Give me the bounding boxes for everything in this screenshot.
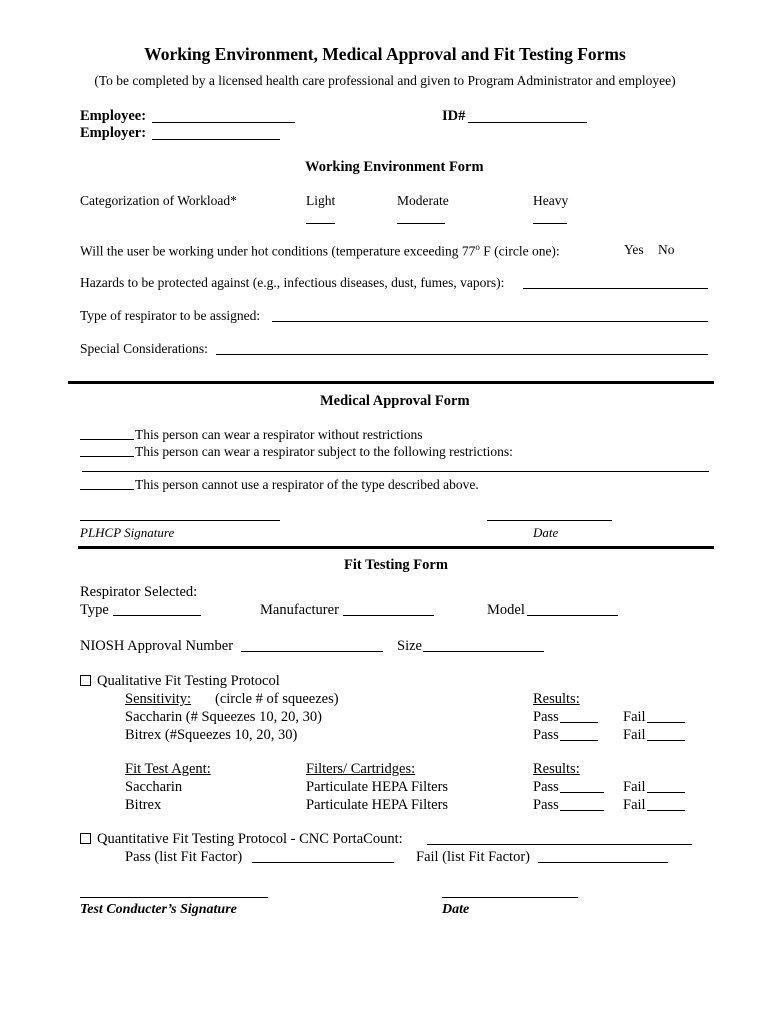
bitrex-pass-field[interactable]: [560, 740, 598, 741]
medical-approval-heading: Medical Approval Form: [320, 393, 470, 409]
agent-saccharin: Saccharin: [125, 779, 183, 795]
plhcp-date-label: Date: [533, 525, 559, 540]
manufacturer-field[interactable]: [343, 615, 434, 616]
page-title: Working Environment, Medical Approval and Fit Testing Forms: [144, 44, 626, 64]
pass-label: Pass: [533, 779, 559, 795]
hazards-field[interactable]: [523, 288, 708, 289]
niosh-field[interactable]: [241, 651, 383, 652]
fit-test-agent-label: Fit Test Agent:: [125, 761, 211, 777]
special-considerations-label: Special Considerations:: [80, 341, 208, 356]
sensitivity-label: Sensitivity:: [125, 691, 192, 707]
employee-field[interactable]: [152, 122, 295, 123]
plhcp-signature-field[interactable]: [80, 520, 280, 521]
pass-label: Pass: [533, 727, 559, 743]
approval-option-1: This person can wear a respirator without restrictions: [135, 427, 423, 442]
hot-conditions-text: Will the user be working under hot conditions (temperature exceeding 77: [80, 243, 476, 259]
hot-conditions-text-end: F (circle one):: [479, 243, 560, 259]
results-label: Results:: [533, 691, 580, 707]
workload-option-light: Light: [306, 193, 336, 208]
filter-hepa: Particulate HEPA Filters: [306, 797, 449, 813]
fail-factor-label: Fail (list Fit Factor): [416, 849, 530, 865]
saccharin-fail-field[interactable]: [647, 722, 685, 723]
workload-light-field[interactable]: [306, 223, 335, 224]
fail-label: Fail: [623, 727, 646, 743]
approval-option-2-blank[interactable]: [80, 456, 134, 457]
manufacturer-label: Manufacturer: [260, 602, 339, 618]
degree-mark: o: [475, 242, 480, 252]
respirator-selected-label: Respirator Selected:: [80, 584, 198, 600]
fail-label: Fail: [623, 779, 646, 795]
conductor-signature-field[interactable]: [80, 897, 268, 898]
agent-bitrex-pass-field[interactable]: [560, 810, 604, 811]
workload-option-heavy: Heavy: [533, 193, 569, 208]
quantitative-checkbox[interactable]: [80, 833, 91, 844]
fail-label: Fail: [623, 797, 646, 813]
fail-label: Fail: [623, 709, 646, 725]
agent-bitrex: Bitrex: [125, 797, 162, 813]
id-label: ID#: [442, 108, 466, 124]
approval-option-2: This person can wear a respirator subject to the following restrictions:: [135, 444, 513, 459]
employer-field[interactable]: [152, 139, 280, 140]
filter-hepa: Particulate HEPA Filters: [306, 779, 449, 795]
hot-conditions-question: [80, 243, 560, 258]
pass-label: Pass: [533, 709, 559, 725]
employer-label: Employer:: [80, 125, 147, 141]
hazards-label: Hazards to be protected against (e.g., infectious diseases, dust, fumes, vapors):: [80, 275, 505, 290]
squeezes-note: (circle # of squeezes): [215, 691, 339, 707]
type-field[interactable]: [113, 615, 201, 616]
pass-factor-label: Pass (list Fit Factor): [125, 849, 243, 865]
restrictions-field[interactable]: [82, 471, 709, 472]
hot-conditions-no[interactable]: No: [658, 242, 675, 257]
niosh-label: NIOSH Approval Number: [80, 638, 234, 654]
size-label: Size: [397, 638, 422, 654]
workload-label: Categorization of Workload*: [80, 193, 237, 208]
model-label: Model: [487, 602, 525, 618]
agent-bitrex-fail-field[interactable]: [647, 810, 685, 811]
pass-factor-field[interactable]: [252, 862, 394, 863]
section-divider: [68, 381, 714, 384]
fail-factor-field[interactable]: [538, 862, 668, 863]
special-considerations-field[interactable]: [216, 354, 708, 355]
quantitative-label: Quantitative Fit Testing Protocol - CNC PortaCount:: [97, 831, 403, 847]
approval-option-1-blank[interactable]: [80, 439, 134, 440]
workload-option-moderate: Moderate: [397, 193, 449, 208]
qualitative-label: Qualitative Fit Testing Protocol: [97, 673, 280, 689]
filters-label: Filters/ Cartridges:: [306, 761, 416, 777]
hot-conditions-yes[interactable]: Yes: [624, 242, 644, 257]
page-subtitle: (To be completed by a licensed health care professional and given to Program Administrator and employee): [94, 73, 676, 88]
saccharin-squeezes: Saccharin (# Squeezes 10, 20, 30): [125, 709, 322, 725]
qualitative-checkbox[interactable]: [80, 675, 91, 686]
approval-option-3: This person cannot use a respirator of the type described above.: [135, 477, 479, 492]
portacount-field[interactable]: [427, 844, 692, 845]
employee-label: Employee:: [80, 108, 147, 124]
id-field[interactable]: [468, 122, 587, 123]
plhcp-signature-label: PLHCP Signature: [80, 525, 175, 540]
pass-label: Pass: [533, 797, 559, 813]
agent-saccharin-pass-field[interactable]: [560, 792, 604, 793]
model-field[interactable]: [527, 615, 618, 616]
plhcp-date-field[interactable]: [487, 520, 612, 521]
workload-heavy-field[interactable]: [533, 223, 567, 224]
fit-testing-heading: Fit Testing Form: [344, 557, 448, 573]
working-environment-heading: Working Environment Form: [305, 159, 484, 175]
conductor-date-label: Date: [442, 902, 470, 917]
conductor-date-field[interactable]: [442, 897, 578, 898]
size-field[interactable]: [423, 651, 544, 652]
respirator-type-label: Type of respirator to be assigned:: [80, 308, 261, 323]
results-label: Results:: [533, 761, 580, 777]
agent-saccharin-fail-field[interactable]: [647, 792, 685, 793]
bitrex-fail-field[interactable]: [647, 740, 685, 741]
approval-option-3-blank[interactable]: [80, 489, 134, 490]
conductor-signature-label: Test Conducter’s Signature: [80, 902, 237, 917]
saccharin-pass-field[interactable]: [560, 722, 598, 723]
section-divider: [78, 546, 714, 549]
bitrex-squeezes: Bitrex (#Squeezes 10, 20, 30): [125, 727, 298, 743]
workload-moderate-field[interactable]: [397, 223, 445, 224]
type-label: Type: [80, 602, 109, 618]
respirator-type-field[interactable]: [272, 321, 708, 322]
